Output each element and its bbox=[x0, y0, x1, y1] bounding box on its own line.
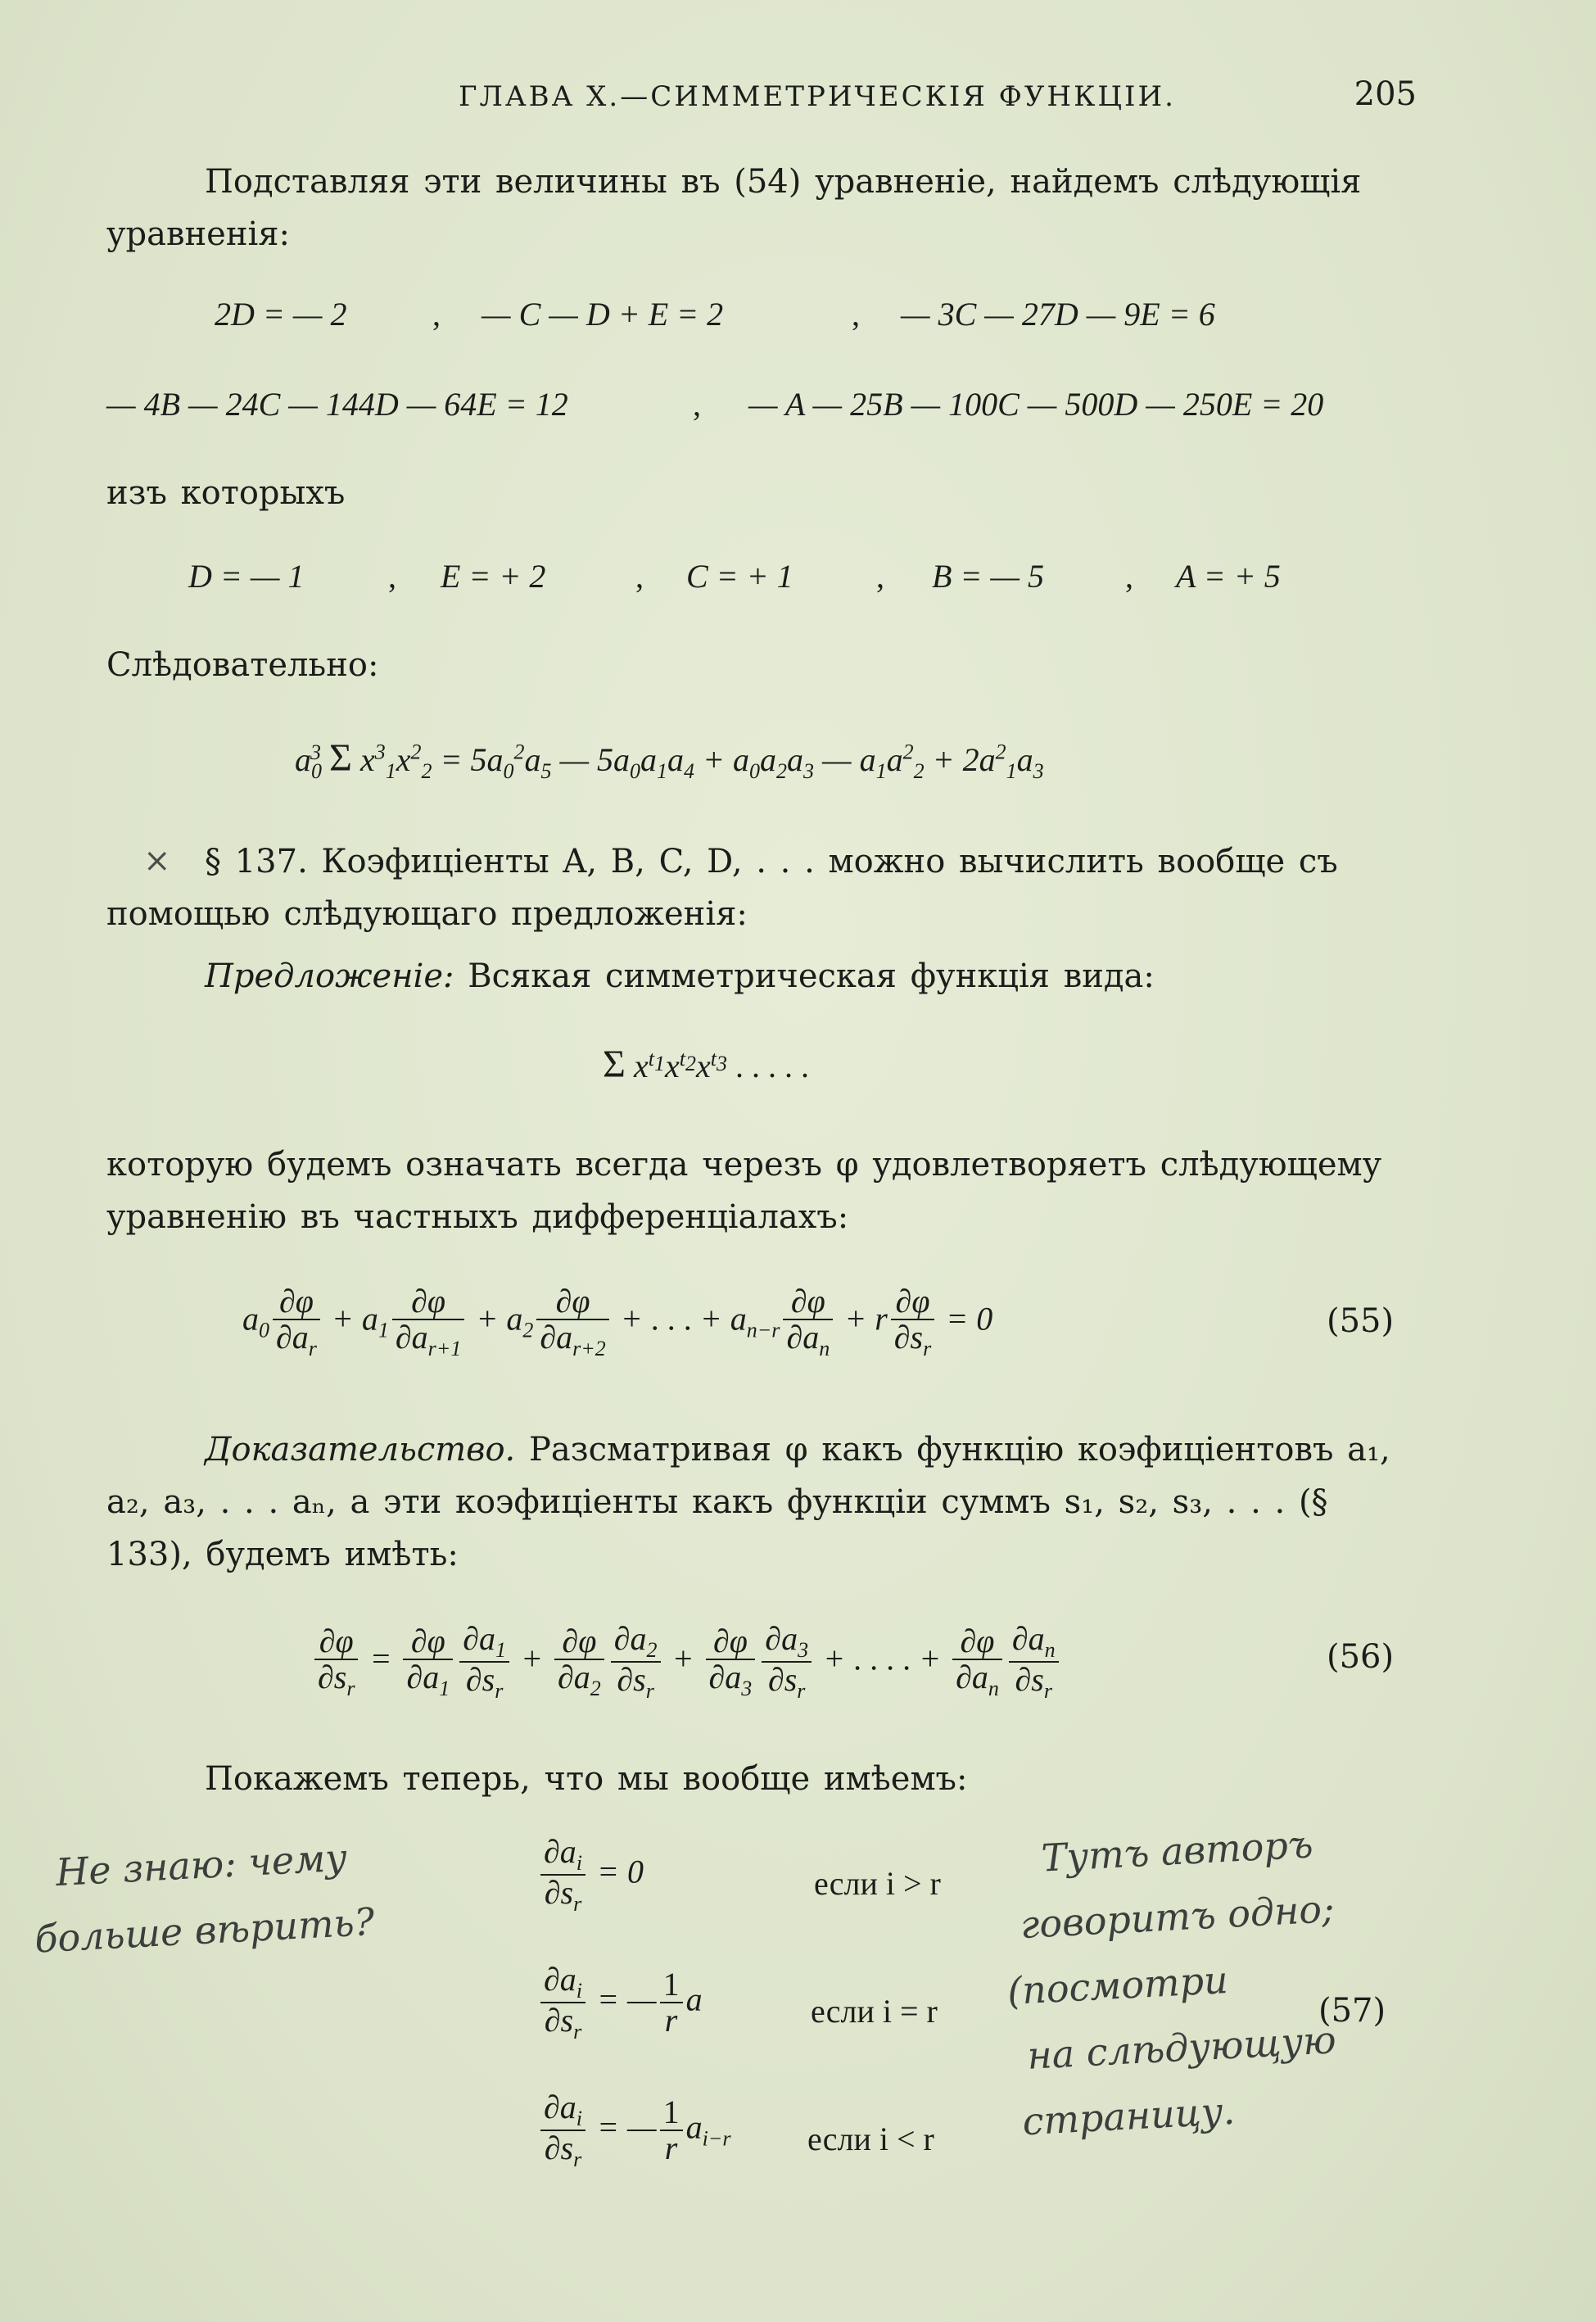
eq-row3-c: C = + 1 bbox=[686, 558, 793, 595]
equation-57-number: (57) bbox=[1318, 1992, 1386, 2030]
paragraph-6: которую будемъ означать всегда черезъ φ удовлетворяетъ слѣдующему уравненію въ частныхъ дифференціалахъ: bbox=[106, 1146, 1382, 1236]
eq-row3-comma4: , bbox=[1125, 558, 1133, 595]
equation-56: $\frac{\partial\varphi}{\partial s_r}$ = $\frac{\partial\varphi}{\partial a_1}$ $\frac{\partial a_1}{\partial s_r}$ + $\frac{\partial\varphi}{\partial a_2}$ $\frac{\partial a_2}{\partial s_r}$ + $\frac{\partial\varphi}{\partial a_3}$ $\frac{\partial a_3}{\partial s_r}$ + . . . . + $\frac{\partial\varphi}{\partial a_n}$ $\frac{\partial a_n}{\partial s_r}$ bbox=[311, 1622, 1062, 1703]
eq-row2-b: — A — 25B — 100C — 500D — 250E = 20 bbox=[748, 386, 1324, 423]
eq-row3-comma2: , bbox=[635, 558, 644, 595]
eq-row1-a: 2D = — 2 bbox=[215, 296, 347, 333]
paragraph-4: § 137. Коэфиціенты A, B, C, D, . . . можно вычислить вообще съ помощью слѣдующаго предложенія: bbox=[106, 843, 1338, 933]
handwritten-line: больше вѣрить? bbox=[33, 1899, 376, 1962]
eq-row3-d: D = — 1 bbox=[188, 558, 305, 595]
paragraph-8: Покажемъ теперь, что мы вообще имѣемъ: bbox=[205, 1760, 968, 1798]
page-header bbox=[106, 75, 1417, 116]
proof-text: Разсматривая φ какъ функцію коэфиціентовъ a₁, a₂, a₃, . . . aₙ, а эти коэфиціенты какъ функціи суммъ s₁, s₂, s₃, . . . (§ 133), будемъ имѣть: bbox=[106, 1431, 1390, 1573]
handwritten-line: на слѣдующую bbox=[1026, 2017, 1337, 2078]
equation-55: $a_0$ $\frac{\partial\varphi}{\partial a_r}$ + $a_1$ $\frac{\partial\varphi}{\partial a_{r+1}}$ + $a_2$ $\frac{\partial\varphi}{\partial a_{r+2}}$ + . . . + $a_{n-r}$ $\frac{\partial\varphi}{\partial a_n}$ + r $\frac{\partial\varphi}{\partial s_r}$ = 0 bbox=[242, 1283, 993, 1360]
handwritten-note-right bbox=[1006, 1810, 1346, 2154]
handwritten-line: Тутъ авторъ bbox=[1040, 1822, 1314, 1881]
paragraph-1: Подставляя эти величины въ (54) уравненіе, найдемъ слѣдующія уравненія: bbox=[106, 163, 1362, 253]
running-head: ГЛАВА X.—СИММЕТРИЧЕСКІЯ ФУНКЦІИ. bbox=[459, 80, 1176, 113]
eq-row1-b: — C — D + E = 2 bbox=[482, 296, 724, 333]
handwritten-line: говоритъ одно; bbox=[1019, 1886, 1336, 1948]
case-3-condition: если i < r bbox=[807, 2121, 934, 2157]
page-number: 205 bbox=[1354, 75, 1417, 113]
proof-label: Доказательство. bbox=[205, 1431, 516, 1469]
case-1-formula: $\frac{\partial a_i}{\partial s_r}$ = 0 bbox=[537, 1835, 644, 1916]
paragraph-5 bbox=[205, 950, 1433, 1003]
proposition-label: Предложеніе: bbox=[205, 957, 454, 995]
paragraph-3: Слѣдовательно: bbox=[106, 646, 379, 684]
eq-row1-comma2: , bbox=[852, 296, 860, 333]
handwritten-note-left bbox=[33, 1823, 376, 1971]
eq-row3-a: A = + 5 bbox=[1176, 558, 1281, 595]
paragraph-2: изъ которыхъ bbox=[106, 474, 346, 512]
equation-55-number: (55) bbox=[1327, 1302, 1395, 1340]
case-2-formula: $\frac{\partial a_i}{\partial s_r}$ = — $\frac{1}{r}$ a bbox=[537, 1962, 703, 2044]
result-equation: $a_0^3$ Σ $x^3_1x^2_2 = 5a_0^2a_5$ — $5a_0a_1a_4 + a_0a_2a_3$ — $a_1a^2_2 + 2a^2_1a_3$ bbox=[295, 736, 1044, 783]
eq-row2-comma: , bbox=[693, 386, 701, 423]
eq-row3-comma1: , bbox=[388, 558, 396, 595]
handwritten-line: Не знаю: чему bbox=[54, 1835, 349, 1895]
sum-expression: Σ $x^{t_1}x^{t_2}x^{t_3}$ . . . . . bbox=[603, 1043, 809, 1086]
case-1-condition: если i > r bbox=[814, 1865, 941, 1902]
eq-row3-b: B = — 5 bbox=[932, 558, 1044, 595]
equation-56-number: (56) bbox=[1327, 1638, 1395, 1676]
case-3-formula: $\frac{\partial a_i}{\partial s_r}$ = — $\frac{1}{r}$ $a_{i-r}$ bbox=[537, 2090, 730, 2171]
cross-mark-icon: × bbox=[143, 842, 171, 880]
eq-row2-a: — 4B — 24C — 144D — 64E = 12 bbox=[106, 386, 568, 423]
eq-row1-c: — 3C — 27D — 9E = 6 bbox=[901, 296, 1215, 333]
paragraph-7 bbox=[106, 1424, 1417, 1581]
handwritten-line: (посмотри bbox=[1006, 1958, 1229, 2014]
eq-row1-comma1: , bbox=[432, 296, 441, 333]
eq-row3-comma3: , bbox=[876, 558, 884, 595]
handwritten-line: страницу. bbox=[1021, 2088, 1237, 2144]
case-2-condition: если i = r bbox=[811, 1993, 938, 2030]
proposition-text: Всякая симметрическая функція вида: bbox=[468, 957, 1155, 995]
eq-row3-e: E = + 2 bbox=[441, 558, 546, 595]
